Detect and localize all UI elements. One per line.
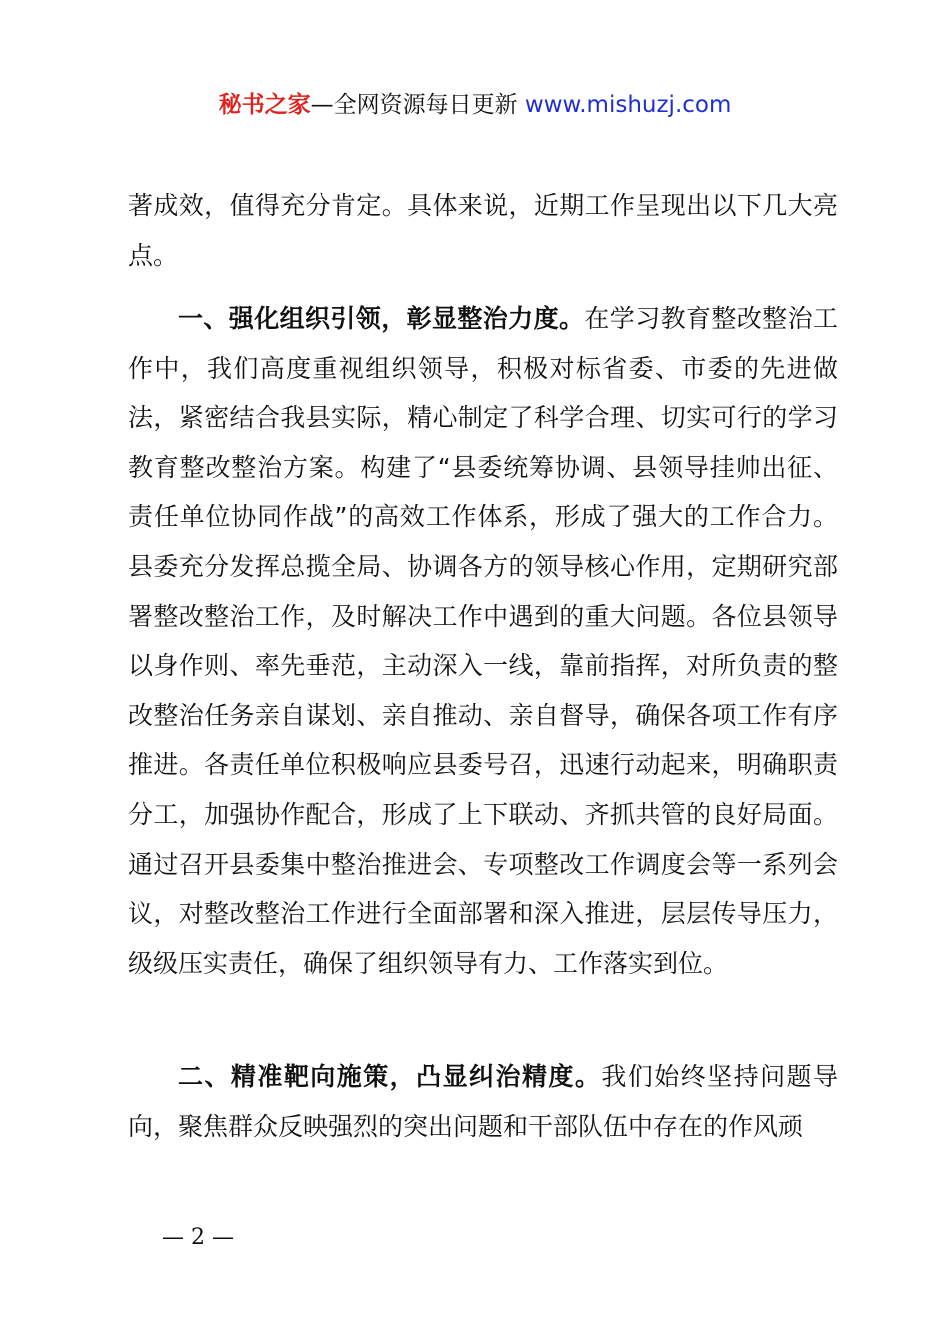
paragraph-section-one bbox=[128, 294, 838, 988]
paragraph-text: 我们始终坚持问题导向，聚焦群众反映强烈的突出问题和干部队伍中存在的作风顽 bbox=[128, 1062, 838, 1141]
section-heading: 一、强化组织引领，彰显整治力度。 bbox=[178, 304, 585, 333]
site-url-link[interactable]: www.mishuzj.com bbox=[524, 92, 732, 118]
paragraph-text: 著成效，值得充分肯定。具体来说，近期工作呈现出以下几大亮点。 bbox=[128, 191, 838, 270]
brand-name: 秘书之家 bbox=[218, 92, 311, 118]
header-tagline: —全网资源每日更新 bbox=[310, 92, 525, 118]
paragraph-section-two bbox=[128, 1052, 838, 1151]
page-number: — 2 — bbox=[162, 1225, 234, 1250]
site-header bbox=[0, 88, 950, 122]
paragraph-text: 在学习教育整改整治工作中，我们高度重视组织领导，积极对标省委、市委的先进做法，紧密结合我县实际，精心制定了科学合理、切实可行的学习教育整改整治方案。构建了“县委统筹协调、县领导挂帅出征、责任单位协同作战”的高效工作体系，形成了强大的工作合力。县委充分发挥总揽全局、协调各方的领导核心作用，定期研究部署整改整治工作，及时解决工作中遇到的重大问题。各位县领导以身作则、率先垂范，主动深入一线，靠前指挥，对所负责的整改整治任务亲自谋划、亲自推动、亲自督导，确保各项工作有序推进。各责任单位积极响应县委号召，迅速行动起来，明确职责分工，加强协作配合，形成了上下联动、齐抓共管的良好局面。通过召开县委集中整治推进会、专项整改工作调度会等一系列会议，对整改整治工作进行全面部署和深入推进，层层传导压力，级级压实责任，确保了组织领导有力、工作落实到位。 bbox=[128, 304, 838, 978]
paragraph-continuation bbox=[128, 181, 838, 280]
section-heading: 二、精准靶向施策，凸显纠治精度。 bbox=[178, 1062, 602, 1091]
